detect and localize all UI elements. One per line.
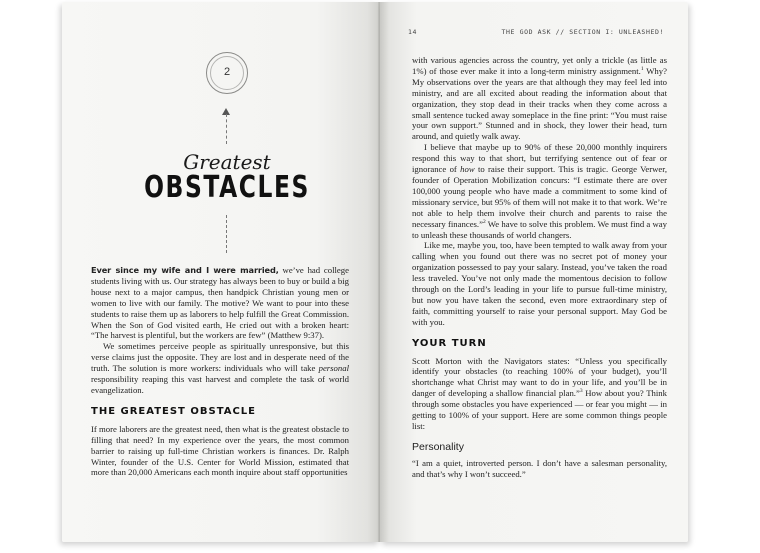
paragraph: If more laborers are the greatest need, then what is the greatest obstacle to filling that need? In my experience over the years, the most common barrier to raising up full-time Christian workers is finances. Dr. Ralph Winter, founder of the U.S. Center for World Mission, estimated that more than 20,000 Americans each month inquire about staff opportunities — [91, 423, 349, 478]
left-body-text — [91, 265, 349, 478]
right-body-text — [412, 55, 667, 480]
lead-in: Ever since my wife and I were married, — [91, 265, 279, 275]
paragraph — [412, 356, 667, 432]
paragraph — [91, 265, 349, 341]
paragraph — [91, 341, 349, 396]
running-header — [408, 28, 664, 36]
section-heading: THE GREATEST OBSTACLE — [91, 405, 257, 417]
paragraph-text: I believe that maybe up to 90% of these 20,000 monthly inquirers respond this way to that short, but terrifying sentence out of fear or ignorance of — [412, 142, 667, 175]
section-heading: YOUR TURN — [412, 337, 487, 349]
paragraph-text: How about you? Think through some obstacles you have experienced — or fear you might — in getting to 100% of your support. Here are some common things people list: — [412, 388, 667, 431]
paragraph: Like me, maybe you, too, have been tempted to walk away from your calling when you found out there was no secret pot of money your organization possessed to pay your salary. Instead, you’ve taken the road less traveled. You’ve not only made the momentous decision to follow through on the Lord’s leading in your life to pursue full-time ministry, but now you have taken the second, even more extraordinary step of faith, committing yourself to raise your personal support. May God be with you. — [412, 240, 667, 327]
paragraph-text: Scott Morton with the Navigators states: “Unless you specifically identify your obstacles (to reaching 100% of your budget), you’ll shortchange what Christ may want to do in your life, and you’ll be in danger of developing a shallow financial plan.” — [412, 355, 667, 399]
chapter-badge — [206, 52, 248, 94]
footnote-ref: 1 — [640, 66, 644, 73]
section-title: THE GOD ASK // SECTION I: UNLEASHED! — [501, 28, 664, 36]
emphasis: how — [460, 164, 475, 175]
footnote-ref: 3 — [579, 388, 583, 395]
paragraph-text: with various agencies across the country, yet only a trickle (as little as 1%) of those ever make it into a long-term ministry assignment. — [412, 55, 667, 76]
paragraph-text: We sometimes perceive people as spiritually unresponsive, but this verse claims just the opposite. They are lost and in desperate need of the truth. The solution is more workers: individuals who will take — [91, 341, 349, 374]
page-number: 14 — [408, 28, 418, 36]
paragraph-text: we’ve had college students living with us. Our strategy has always been to buy or build a big house next to a major campus, then handpick Christian young men or women to live with our family. The motive? We want to pour into these students to raise them up as laborers to help fulfill the Great Commission. When the Son of God visited earth, He cried out with a broken heart: “The harvest is plentiful, but the workers are few” (Matthew 9:37). — [91, 265, 349, 341]
chapter-number: 2 — [223, 66, 231, 78]
open-book — [62, 0, 688, 553]
paragraph — [412, 142, 667, 240]
paragraph-text: to raise their support. This is tragic. George Verwer, founder of Operation Mobilization concurs: “I estimate there are over 100,000 young people who have made a commitment to some kind of missionary service, but 95% of them will not make it to that work. We’re not able to help them involve their church and parents to raise the necessary finances.” — [412, 164, 667, 229]
chapter-title-italic: Greatest — [183, 150, 271, 174]
paragraph-text: responsibility reaping this vast harvest and complete the task of world evangelization. — [91, 374, 349, 395]
footnote-ref: 2 — [482, 218, 486, 225]
paragraph: “I am a quiet, introverted person. I don’t have a salesman personality, and that’s why I won’t succeed.” — [412, 457, 667, 479]
left-page — [62, 2, 380, 542]
paragraph-text: We have to solve this problem. We must find a way to unleash these thousands of world changers. — [412, 218, 667, 240]
paragraph — [412, 55, 667, 142]
chapter-title-main: OBSTACLES — [144, 170, 310, 205]
right-page — [380, 2, 688, 542]
emphasis: personal — [318, 363, 349, 374]
subheading: Personality — [412, 440, 464, 453]
paragraph-text: Why? My observations over the years are that although they may feel led into ministry, and are all excited about reading the information about that organization, they stop dead in their tracks when they come across a small sentence tucked away someplace in the fine print: “You must raise your own support.” Stunned and in shock, they lower their head, turn around, and quietly walk away. — [412, 65, 667, 142]
dashed-divider-top — [226, 114, 227, 144]
dashed-divider-bottom — [226, 215, 227, 253]
